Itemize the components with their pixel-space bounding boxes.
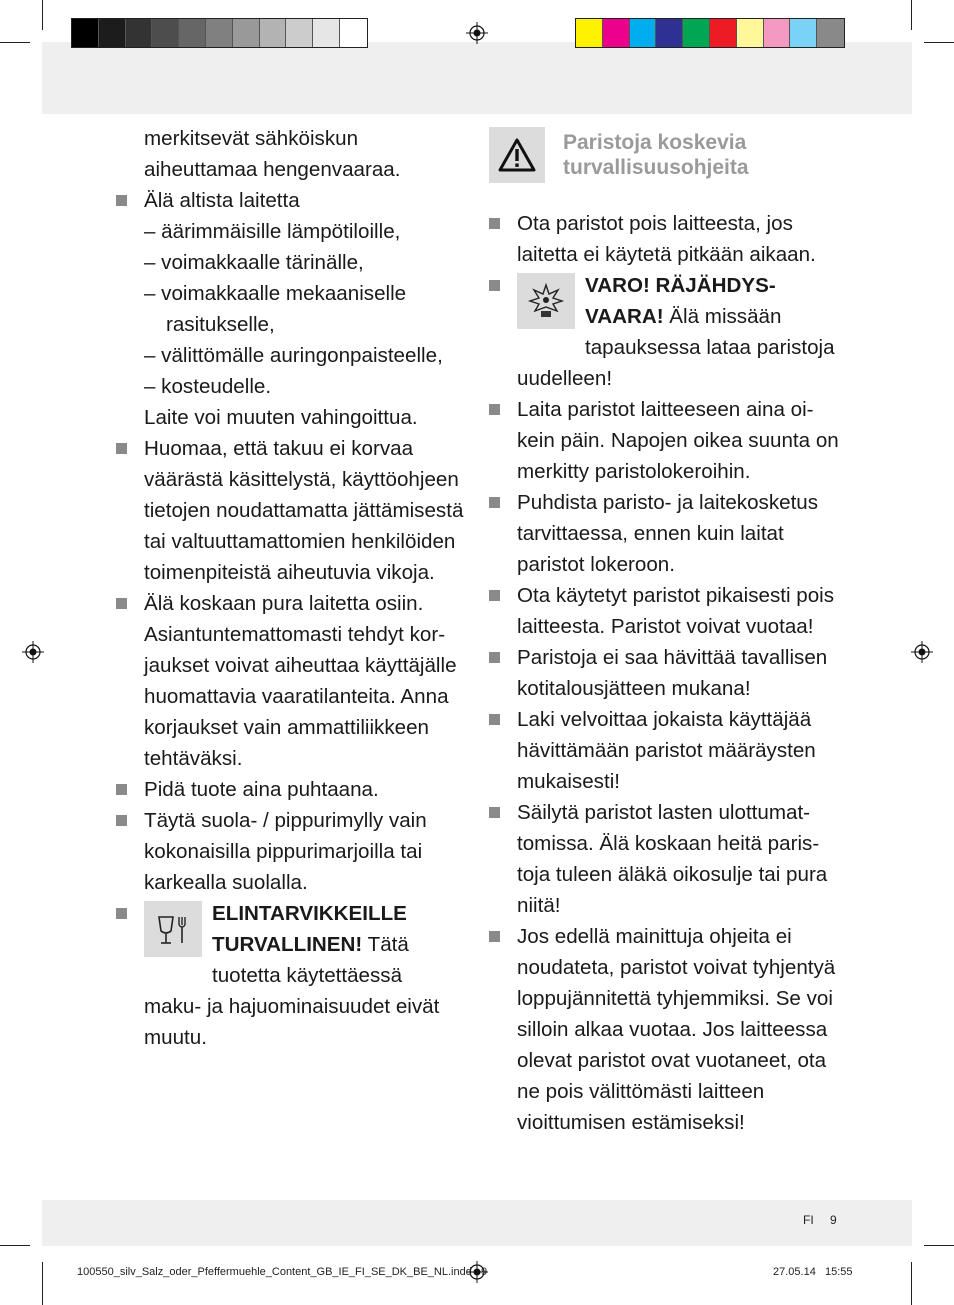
bullet-icon	[116, 908, 127, 919]
warranty-text: Huomaa, että takuu ei korvaa väärästä käsittelystä, käyttöohjeen tietojen noudattamatta jättämisestä tai valtuuttamattomien henkilöiden toimenpiteistä aiheutuvia vikoja.	[144, 437, 464, 584]
bullet-icon	[116, 815, 127, 826]
bullet-icon	[489, 590, 500, 601]
continuation-text: merkitsevät sähköiskun aiheuttamaa hengenvaaraa.	[144, 127, 401, 181]
bullet-icon	[489, 807, 500, 818]
grey-color-bar	[71, 18, 368, 48]
header-band	[42, 42, 912, 114]
crop-mark	[42, 0, 43, 30]
warning-triangle-icon	[489, 127, 545, 183]
fill-text: Täytä suola- / pippurimylly vain kokonaisilla pippurimarjoilla tai karkealla suolalla.	[144, 809, 427, 894]
expose-intro: Älä altista laitetta	[144, 189, 300, 212]
explosion-warning-text: Älä missään tapauksessa lataa paristoja uudelleen!	[517, 305, 835, 390]
list-item	[144, 774, 464, 805]
bullet-icon	[116, 195, 127, 206]
color-swatch	[206, 19, 233, 47]
color-swatch	[340, 19, 367, 47]
list-item	[144, 588, 464, 774]
color-swatch	[737, 19, 764, 47]
battery-item-text: Jos edellä mainittuja ohjeita ei noudateta, paristot voivat tyhjentyä loppujännitettä tyhjemmiksi. Se voi silloin alkaa vuotaa. Jos laitteessa olevat paristot ovat vuotaneet, ota ne pois välittömästi laitteen vioittumisen estämiseksi!	[517, 925, 836, 1134]
list-item	[517, 704, 842, 797]
list-item	[517, 270, 842, 394]
color-swatch	[630, 19, 657, 47]
crop-mark	[924, 1245, 954, 1246]
list-item	[144, 185, 464, 433]
color-swatch	[576, 19, 603, 47]
dash-item: – välittömälle auringonpaisteelle,	[144, 344, 443, 367]
battery-item-text: Ota käytetyt paristot pikaisesti pois laitteesta. Paristot voivat vuotaa!	[517, 584, 835, 638]
crop-mark	[0, 1245, 30, 1246]
color-swatch	[656, 19, 683, 47]
crop-mark	[911, 0, 912, 30]
color-swatch	[764, 19, 791, 47]
bullet-icon	[489, 404, 500, 415]
battery-heading-block	[517, 127, 842, 208]
clean-text: Pidä tuote aina puhtaana.	[144, 778, 379, 801]
list-item	[144, 898, 464, 1053]
battery-item-text: Ota paristot pois laitteesta, jos laitetta ei käytetä pitkään aikaan.	[517, 212, 816, 266]
food-safe-label: ELINTARVIKKEILLE TURVALLINEN!	[212, 902, 407, 956]
color-swatch	[179, 19, 206, 47]
crop-mark	[911, 1262, 912, 1305]
color-swatch	[313, 19, 340, 47]
color-swatch	[126, 19, 153, 47]
battery-item-text: Puhdista paristo- ja laitekosketus tarvittaessa, ennen kuin laitat paristot lokeroon.	[517, 491, 819, 576]
battery-item-text: Säilytä paristot lasten ulottumattomissa. Älä koskaan heitä paristoja tuleen äläkä oikosulje tai pura niitä!	[517, 801, 828, 917]
file-slug: 100550_silv_Salz_oder_Pfeffermuehle_Content_GB_IE_FI_SE_DK_BE_NL.indd 9	[77, 1266, 488, 1278]
left-column	[144, 123, 464, 1053]
list-item	[144, 805, 464, 898]
battery-item-text: Paristoja ei saa hävittää tavallisen kotitalousjätteen mukana!	[517, 646, 828, 700]
color-swatch	[286, 19, 313, 47]
color-swatch	[790, 19, 817, 47]
color-swatch	[152, 19, 179, 47]
bullet-icon	[489, 497, 500, 508]
page-number: 9	[830, 1213, 837, 1227]
color-swatch	[260, 19, 287, 47]
crop-mark	[0, 42, 30, 43]
crop-mark	[924, 42, 954, 43]
food-safe-icon	[144, 901, 202, 957]
bullet-icon	[489, 652, 500, 663]
dash-item: – äärimmäisille lämpötiloille,	[144, 220, 401, 243]
bullet-icon	[489, 714, 500, 725]
process-color-bar	[575, 18, 845, 48]
dash-item: – kosteudelle.	[144, 375, 272, 398]
bullet-icon	[116, 784, 127, 795]
bullet-icon	[116, 598, 127, 609]
list-item	[517, 642, 842, 704]
right-column	[517, 127, 842, 1138]
color-swatch	[817, 19, 844, 47]
registration-mark-icon	[22, 641, 44, 663]
list-item	[517, 487, 842, 580]
bullet-icon	[489, 931, 500, 942]
list-item	[517, 797, 842, 921]
bullet-icon	[489, 218, 500, 229]
color-swatch	[99, 19, 126, 47]
explosion-icon	[517, 273, 575, 329]
language-code: FI	[803, 1213, 814, 1227]
registration-mark-icon	[466, 22, 488, 44]
list-item	[517, 580, 842, 642]
color-swatch	[603, 19, 630, 47]
footer-band	[42, 1200, 912, 1246]
explosion-warning-label: VARO! RÄJÄHDYSVAARA!	[585, 274, 776, 328]
registration-mark-icon	[911, 641, 933, 663]
color-swatch	[72, 19, 99, 47]
crop-mark	[42, 1262, 43, 1305]
dash-item: – voimakkaalle mekaaniselle rasitukselle,	[144, 282, 407, 336]
food-safe-text: Tätä tuotetta käytettäessä maku- ja hajuominaisuudet eivät muutu.	[144, 933, 440, 1049]
bullet-icon	[116, 443, 127, 454]
repair-text: Älä koskaan pura laitetta osiin. Asiantuntemattomasti tehdyt korjaukset voivat aiheuttaa käyttäjälle huomattavia vaaratilanteita. Anna korjaukset vain ammattiliikkeen tehtäväksi.	[144, 592, 457, 770]
list-item	[517, 394, 842, 487]
list-item	[144, 433, 464, 588]
slug-date: 27.05.14 15:55	[773, 1266, 853, 1278]
color-swatch	[710, 19, 737, 47]
battery-safety-heading: Paristoja koskevia turvallisuusohjeita	[563, 131, 749, 179]
color-swatch	[683, 19, 710, 47]
bullet-icon	[489, 280, 500, 291]
color-swatch	[233, 19, 260, 47]
battery-item-text: Laita paristot laitteeseen aina oikein päin. Napojen oikea suunta on merkitty paristolokeroihin.	[517, 398, 839, 483]
battery-item-text: Laki velvoittaa jokaista käyttäjää hävittämään paristot määräysten mukaisesti!	[517, 708, 816, 793]
dash-item: – voimakkaalle tärinälle,	[144, 251, 364, 274]
list-item	[517, 921, 842, 1138]
list-item	[517, 208, 842, 270]
expose-outro: Laite voi muuten vahingoittua.	[144, 406, 418, 429]
